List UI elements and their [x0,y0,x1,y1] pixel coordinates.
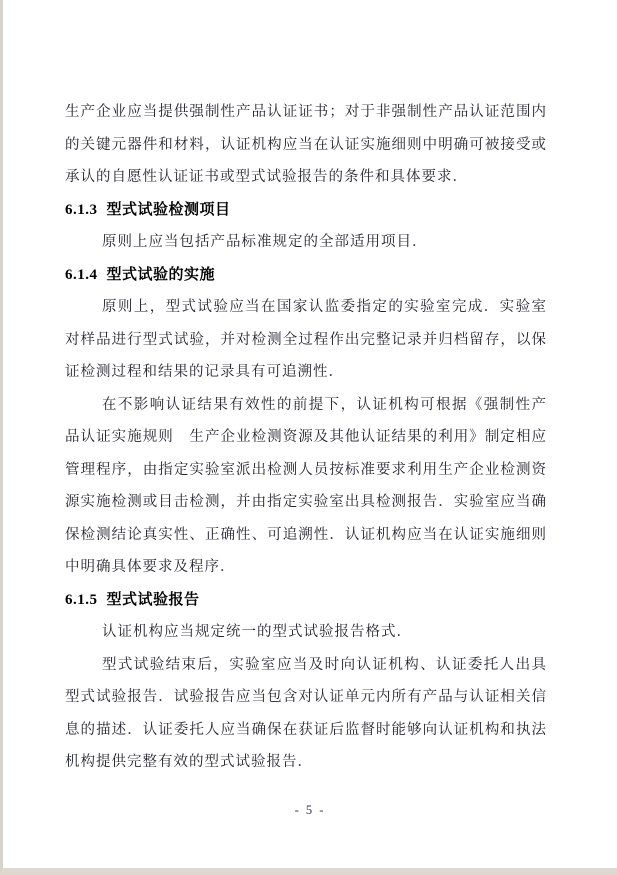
section-heading-6-1-5 [65,584,547,617]
section-title: 型式试验的实施 [106,265,216,283]
paragraph-continuation: 生产企业应当提供强制性产品认证证书；对于非强制性产品认证范围内的关键元器件和材料，认证机构应当在认证实施细则中明确可被接受或承认的自愿性认证证书或型式试验报告的条件和具体要求． [65,104,547,185]
section-title: 型式试验检测项目 [106,200,231,218]
section-title: 型式试验报告 [106,590,200,608]
section-number: 6.1.4 [65,266,98,283]
paragraph: 原则上应当包括产品标准规定的全部适用项目． [101,234,428,250]
document-content [65,96,547,779]
page-number: - 5 - [294,803,326,817]
paragraph: 原则上，型式试验应当在国家认监委指定的实验室完成．实验室对样品进行型式试验，并对检测全过程作出完整记录并归档留存，以保证检测过程和结果的记录具有可追溯性． [65,299,547,380]
section-heading-6-1-3 [65,194,547,227]
paragraph: 在不影响认证结果有效性的前提下，认证机构可根据《强制性产品认证实施规则 生产企业检测资源及其他认证结果的利用》制定相应管理程序，由指定实验室派出检测人员按标准要求利用生产企业检测资源实施检测或目击检测，并由指定实验室出具检测报告．实验室应当确保检测结论真实性、正确性、可追溯性．认证机构应当在认证实施细则中明确具体要求及程序． [65,396,547,575]
section-number: 6.1.3 [65,201,98,218]
paragraph: 型式试验结束后，实验室应当及时向认证机构、认证委托人出具型式试验报告．试验报告应当包含对认证单元内所有产品与认证相关信息的描述．认证委托人应当确保在获证后监督时能够向认证机构和执法机构提供完整有效的型式试验报告． [65,656,547,770]
section-number: 6.1.5 [65,591,98,608]
paragraph: 认证机构应当规定统一的型式试验报告格式． [101,624,412,640]
section-heading-6-1-4 [65,259,547,292]
